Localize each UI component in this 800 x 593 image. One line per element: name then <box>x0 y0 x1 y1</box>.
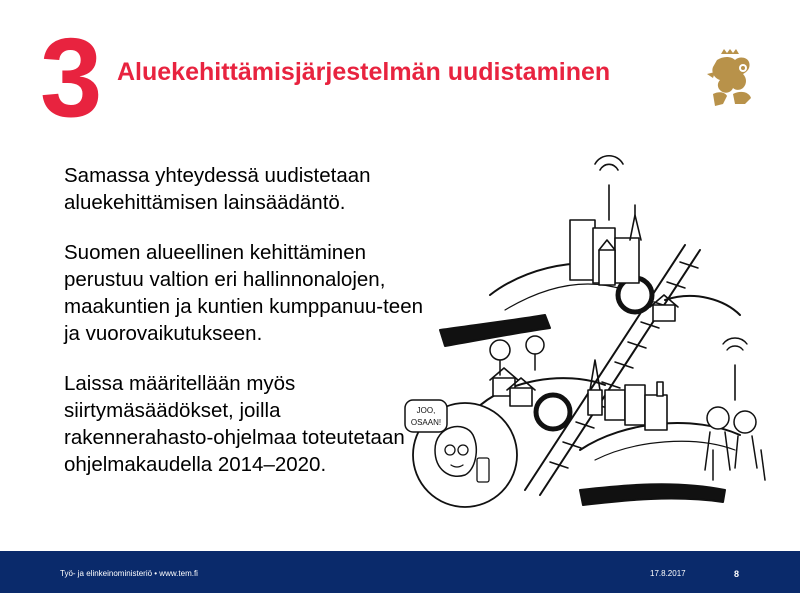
slide-number: 3 <box>40 15 103 140</box>
footer-page-number: 8 <box>734 569 740 579</box>
footer-organization: Työ- ja elinkeinoministeriö • www.tem.fi <box>60 569 198 578</box>
coat-of-arms-logo-icon <box>703 48 763 112</box>
slide-title: Aluekehittämisjärjestelmän uudistaminen <box>117 58 611 86</box>
regional-development-illustration <box>395 150 795 525</box>
paragraph-2: Suomen alueellinen kehittäminen perustuu valtion eri hallinnonalojen, maakuntien ja kuntien kumppanuu-teen ja vuorovaikutukseen. <box>64 241 423 345</box>
footer <box>0 551 800 593</box>
speech-bubble-text-2: OSAAN! <box>410 418 442 427</box>
paragraph-3: Laissa määritellään myös siirtymäsäädökset, joilla rakennerahasto-ohjelmaa toteutetaan ohjelmakaudella 2014–2020. <box>64 372 405 476</box>
speech-bubble-text-1: JOO, <box>416 406 436 415</box>
paragraph-1: Samassa yhteydessä uudistetaan aluekehittämisen lainsäädäntö. <box>64 164 371 214</box>
footer-date: 17.8.2017 <box>650 569 686 578</box>
body-text <box>64 162 434 501</box>
